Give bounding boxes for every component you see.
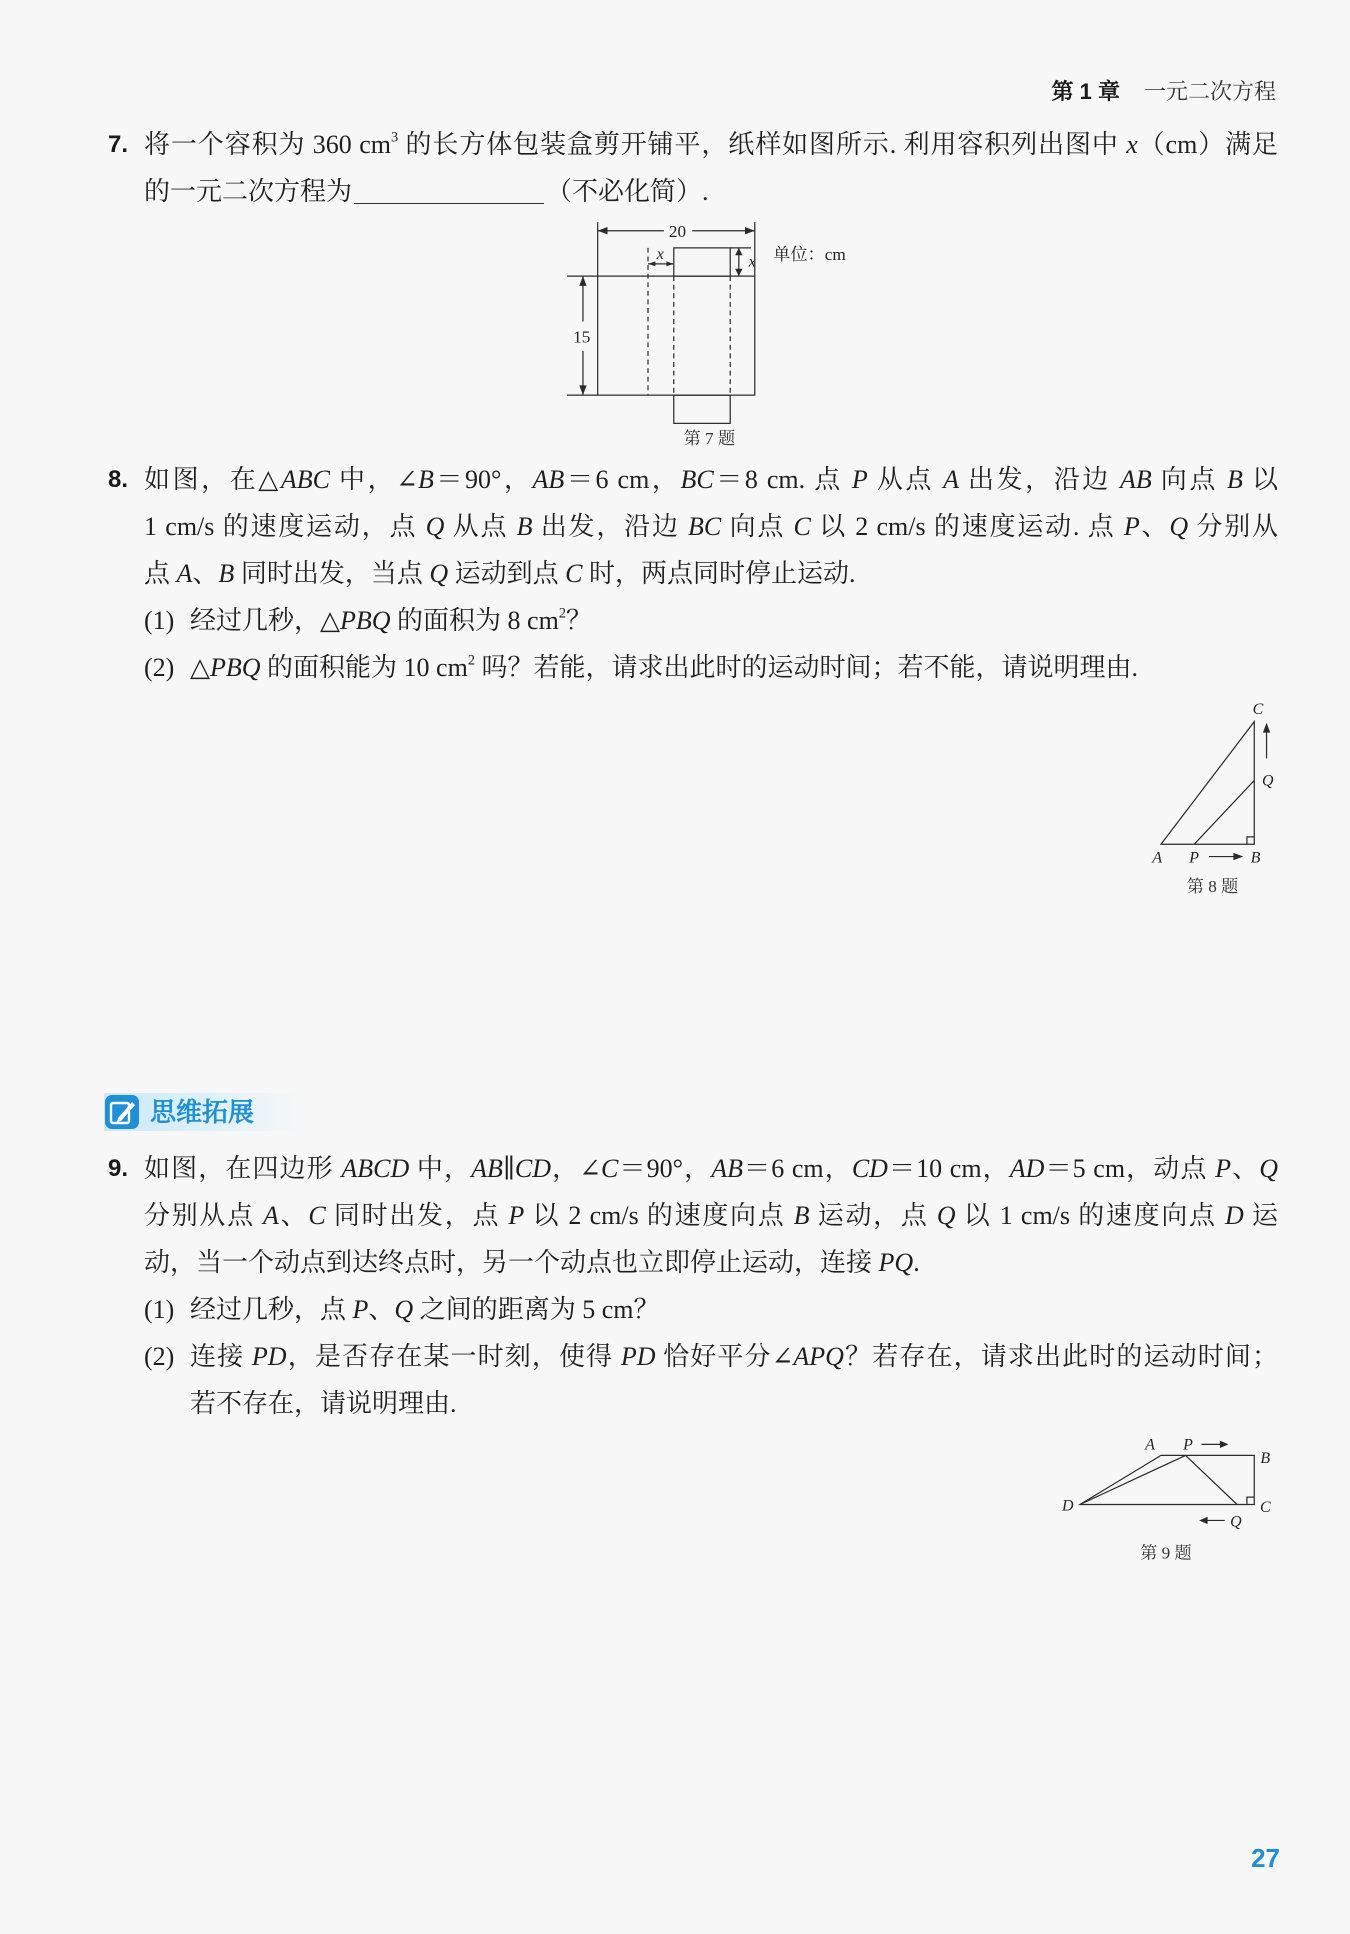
sub-question-label: (2) bbox=[144, 653, 175, 682]
point-label-a: A bbox=[1152, 849, 1163, 867]
math-variable: B bbox=[218, 559, 235, 588]
text-run: 点 bbox=[144, 559, 177, 588]
math-variable: P bbox=[1123, 512, 1140, 541]
text-run: 、 bbox=[1139, 512, 1170, 541]
answer-blank bbox=[354, 181, 544, 204]
net-main-strip bbox=[598, 276, 755, 395]
math-variable: P bbox=[352, 1295, 369, 1324]
text-line bbox=[144, 121, 1278, 168]
math-variable: CD bbox=[514, 1154, 552, 1183]
text-run: ？ bbox=[565, 606, 592, 635]
text-line bbox=[190, 1380, 1278, 1427]
text-run: ，∠ bbox=[551, 1154, 602, 1183]
arrowhead bbox=[1233, 853, 1243, 860]
math-variable: PBQ bbox=[340, 606, 391, 635]
problem-text bbox=[144, 456, 1278, 597]
quadrilateral-abcd bbox=[1080, 1455, 1254, 1504]
figure-9 bbox=[1061, 1436, 1271, 1562]
text-run: 中，∠ bbox=[329, 465, 418, 494]
unit-note: 单位：cm bbox=[773, 245, 846, 265]
text-run: 出发，沿边 bbox=[532, 512, 689, 541]
text-run: 的面积能为 10 cm bbox=[260, 653, 468, 682]
text-run: 运 bbox=[1243, 1201, 1278, 1230]
text-run: 1 cm/s 的速度运动，点 bbox=[144, 512, 426, 541]
math-variable: PD bbox=[620, 1342, 656, 1371]
problem-9 bbox=[108, 1145, 1279, 1427]
math-variable: Q bbox=[394, 1295, 414, 1324]
text-run: （cm）满足 bbox=[1137, 130, 1279, 159]
math-variable: AB bbox=[471, 1154, 503, 1183]
text-run: 的一元二次方程为 bbox=[144, 177, 353, 206]
math-variable: C bbox=[565, 559, 583, 588]
point-label-q: Q bbox=[1262, 772, 1274, 790]
text-run: 将一个容积为 360 cm bbox=[144, 130, 391, 159]
math-variable: A bbox=[176, 559, 193, 588]
arrowhead bbox=[579, 276, 586, 286]
sub-question-1 bbox=[144, 1286, 1278, 1333]
text-run: 分别从点 bbox=[144, 1201, 264, 1230]
text-line bbox=[144, 1239, 1278, 1286]
text-line bbox=[190, 597, 1278, 644]
text-run: ＝8 cm. 点 bbox=[713, 465, 852, 494]
flap-width-label: x bbox=[656, 245, 664, 263]
math-variable: Q bbox=[936, 1201, 956, 1230]
sub-question-text bbox=[190, 644, 1278, 691]
math-variable: A bbox=[263, 1201, 279, 1230]
arrowhead bbox=[1263, 723, 1270, 733]
chapter-number: 第 1 章 bbox=[1051, 79, 1120, 104]
text-run: ，是否存在某一时刻，使得 bbox=[286, 1342, 621, 1371]
text-run: ∥ bbox=[502, 1154, 515, 1183]
text-line bbox=[144, 1145, 1278, 1192]
sub-question-text bbox=[190, 1333, 1278, 1427]
text-run: 动，当一个动点到达终点时，另一个动点也立即停止运动，连接 bbox=[144, 1248, 879, 1277]
text-run: ＝90°， bbox=[433, 465, 533, 494]
net-bottom-flap bbox=[674, 395, 730, 423]
text-line bbox=[190, 1286, 1278, 1333]
text-line bbox=[144, 1192, 1278, 1239]
math-variable: Q bbox=[1259, 1154, 1279, 1183]
text-run: 经过几秒，△ bbox=[190, 606, 340, 635]
math-variable: D bbox=[1224, 1201, 1244, 1230]
sub-question-2 bbox=[144, 1333, 1278, 1427]
text-run: ＝90°， bbox=[618, 1154, 712, 1183]
text-run: 出发，沿边 bbox=[958, 465, 1120, 494]
point-label-p: P bbox=[1189, 849, 1200, 867]
math-variable: P bbox=[1215, 1154, 1231, 1183]
sub-question-label: (2) bbox=[144, 1342, 175, 1371]
sub-question-text bbox=[190, 597, 1278, 644]
problem-number: 7. bbox=[108, 131, 129, 158]
math-variable: Q bbox=[425, 512, 445, 541]
math-variable: A bbox=[943, 465, 959, 494]
point-label-a: A bbox=[1145, 1436, 1155, 1454]
figure-caption: 第 9 题 bbox=[1140, 1543, 1192, 1563]
math-variable: PD bbox=[251, 1342, 287, 1371]
text-run: ＝10 cm， bbox=[887, 1154, 1010, 1183]
arrowhead bbox=[598, 227, 608, 234]
flap-height-label: x bbox=[748, 253, 756, 271]
math-variable: PBQ bbox=[210, 653, 261, 682]
text-run: 以 2 cm/s 的速度向点 bbox=[524, 1201, 794, 1230]
math-variable: B bbox=[417, 465, 434, 494]
text-run: 从点 bbox=[444, 512, 517, 541]
problem-text bbox=[144, 1145, 1278, 1286]
text-line bbox=[144, 503, 1278, 550]
arrowhead bbox=[1220, 1441, 1229, 1448]
math-variable: BC bbox=[688, 512, 722, 541]
sub-question-label: (1) bbox=[144, 606, 175, 635]
triangle-abc bbox=[1161, 722, 1254, 845]
pencil-note-icon bbox=[104, 1094, 140, 1130]
problem-8 bbox=[108, 456, 1278, 691]
math-variable: APQ bbox=[793, 1342, 844, 1371]
math-variable: P bbox=[851, 465, 868, 494]
sub-question-text bbox=[190, 1286, 1278, 1333]
text-run: 、 bbox=[1231, 1154, 1260, 1183]
figure-caption: 第 7 题 bbox=[683, 429, 736, 449]
text-line bbox=[144, 550, 1278, 597]
math-variable: C bbox=[308, 1201, 326, 1230]
text-run: 连接 bbox=[190, 1342, 252, 1371]
text-run: 的长方体包装盒剪开铺平，纸样如图所示. 利用容积列出图中 bbox=[398, 130, 1127, 159]
text-run: ＝6 cm， bbox=[743, 1154, 852, 1183]
superscript: 2 bbox=[467, 652, 475, 669]
right-angle-mark bbox=[1247, 1497, 1254, 1504]
math-variable: C bbox=[793, 512, 811, 541]
text-run: 若不存在，请说明理由. bbox=[190, 1389, 457, 1418]
text-run: 、 bbox=[278, 1201, 309, 1230]
text-run: 、 bbox=[368, 1295, 395, 1324]
arrowhead bbox=[1199, 1517, 1208, 1524]
math-variable: AD bbox=[1009, 1154, 1045, 1183]
problem-7 bbox=[108, 121, 1279, 215]
math-variable: B bbox=[516, 512, 533, 541]
point-label-b: B bbox=[1260, 1449, 1271, 1467]
text-run: 运动到点 bbox=[448, 559, 566, 588]
section-header bbox=[104, 1093, 300, 1131]
arrowhead bbox=[666, 261, 673, 266]
math-variable: x bbox=[1126, 130, 1138, 159]
point-label-q: Q bbox=[1230, 1513, 1242, 1531]
figure-caption: 第 8 题 bbox=[1186, 877, 1239, 897]
text-run: 同时出发，当点 bbox=[234, 559, 430, 588]
text-run: 、 bbox=[192, 559, 219, 588]
math-variable: ABCD bbox=[341, 1154, 410, 1183]
math-variable: P bbox=[508, 1201, 525, 1230]
text-run: 以 2 cm/s 的速度运动. 点 bbox=[810, 512, 1124, 541]
text-run: 以 1 cm/s 的速度向点 bbox=[955, 1201, 1225, 1230]
text-run: （不必化简）. bbox=[546, 177, 709, 206]
arrowhead bbox=[579, 385, 586, 395]
arrowhead bbox=[735, 269, 742, 276]
arrowhead bbox=[648, 261, 655, 266]
sub-question-label: (1) bbox=[144, 1295, 175, 1324]
right-angle-mark bbox=[1247, 837, 1254, 844]
sub-question-1 bbox=[144, 597, 1278, 644]
text-run: 运动，点 bbox=[809, 1201, 937, 1230]
math-variable: CD bbox=[851, 1154, 888, 1183]
text-run: 中， bbox=[409, 1154, 472, 1183]
text-run: 分别从 bbox=[1188, 512, 1278, 541]
problem-number: 8. bbox=[108, 466, 129, 493]
page-number: 27 bbox=[1251, 1843, 1280, 1873]
math-variable: AB bbox=[711, 1154, 743, 1183]
text-run: ＝6 cm， bbox=[564, 465, 681, 494]
chapter-title: 一元二次方程 bbox=[1143, 79, 1276, 104]
segment-pq bbox=[1194, 780, 1254, 844]
text-run: . bbox=[913, 1248, 920, 1277]
text-run: 从点 bbox=[867, 465, 944, 494]
point-label-d: D bbox=[1061, 1497, 1074, 1515]
text-run: 如图，在△ bbox=[144, 465, 281, 494]
text-run: 以 bbox=[1242, 465, 1278, 494]
point-label-c: C bbox=[1252, 701, 1264, 719]
section-title: 思维拓展 bbox=[150, 1097, 255, 1127]
math-variable: B bbox=[1227, 465, 1243, 494]
segment-pq bbox=[1186, 1455, 1238, 1504]
math-variable: ABC bbox=[280, 465, 330, 494]
figure-8 bbox=[1151, 701, 1274, 896]
text-line bbox=[144, 168, 1278, 215]
math-variable: C bbox=[601, 1154, 619, 1183]
text-run: 时，两点同时停止运动. bbox=[582, 559, 856, 588]
text-line bbox=[190, 1333, 1278, 1380]
figure-7 bbox=[567, 222, 846, 448]
width-dimension-label: 20 bbox=[668, 221, 687, 241]
text-run: 吗？若能，请求出此时的运动时间；若不能，请说明理由. bbox=[474, 653, 1138, 682]
text-line bbox=[190, 644, 1278, 691]
superscript: 3 bbox=[390, 129, 399, 146]
math-variable: Q bbox=[429, 559, 449, 588]
text-run: 经过几秒，点 bbox=[190, 1295, 353, 1324]
point-label-p: P bbox=[1183, 1436, 1193, 1454]
height-dimension-label: 15 bbox=[573, 327, 591, 347]
text-run: △ bbox=[190, 653, 210, 682]
segment-dp bbox=[1080, 1455, 1186, 1504]
superscript: 2 bbox=[558, 605, 566, 622]
text-run: 的面积为 8 cm bbox=[390, 606, 559, 635]
text-run: 向点 bbox=[721, 512, 794, 541]
math-variable: BC bbox=[680, 465, 714, 494]
text-line bbox=[144, 456, 1278, 503]
problem-text bbox=[144, 121, 1278, 215]
point-label-c: C bbox=[1259, 1498, 1271, 1516]
arrowhead bbox=[735, 248, 742, 255]
math-variable: AB bbox=[532, 465, 565, 494]
sub-question-2 bbox=[144, 644, 1278, 691]
running-header bbox=[1052, 76, 1276, 108]
arrowhead bbox=[745, 227, 755, 234]
text-run: ＝5 cm，动点 bbox=[1044, 1154, 1216, 1183]
text-run: 同时出发，点 bbox=[325, 1201, 509, 1230]
text-run: ？若存在，请求出此时的运动时间； bbox=[843, 1342, 1278, 1371]
net-top-flap bbox=[674, 248, 730, 276]
point-label-b: B bbox=[1250, 849, 1261, 867]
text-run: 之间的距离为 5 cm？ bbox=[413, 1295, 660, 1324]
math-variable: PQ bbox=[878, 1248, 914, 1277]
text-run: 向点 bbox=[1151, 465, 1228, 494]
math-variable: B bbox=[793, 1201, 810, 1230]
problem-number: 9. bbox=[108, 1155, 129, 1182]
math-variable: Q bbox=[1169, 512, 1189, 541]
text-run: 恰好平分∠ bbox=[655, 1342, 794, 1371]
math-variable: AB bbox=[1119, 465, 1152, 494]
text-run: 如图，在四边形 bbox=[144, 1154, 342, 1183]
